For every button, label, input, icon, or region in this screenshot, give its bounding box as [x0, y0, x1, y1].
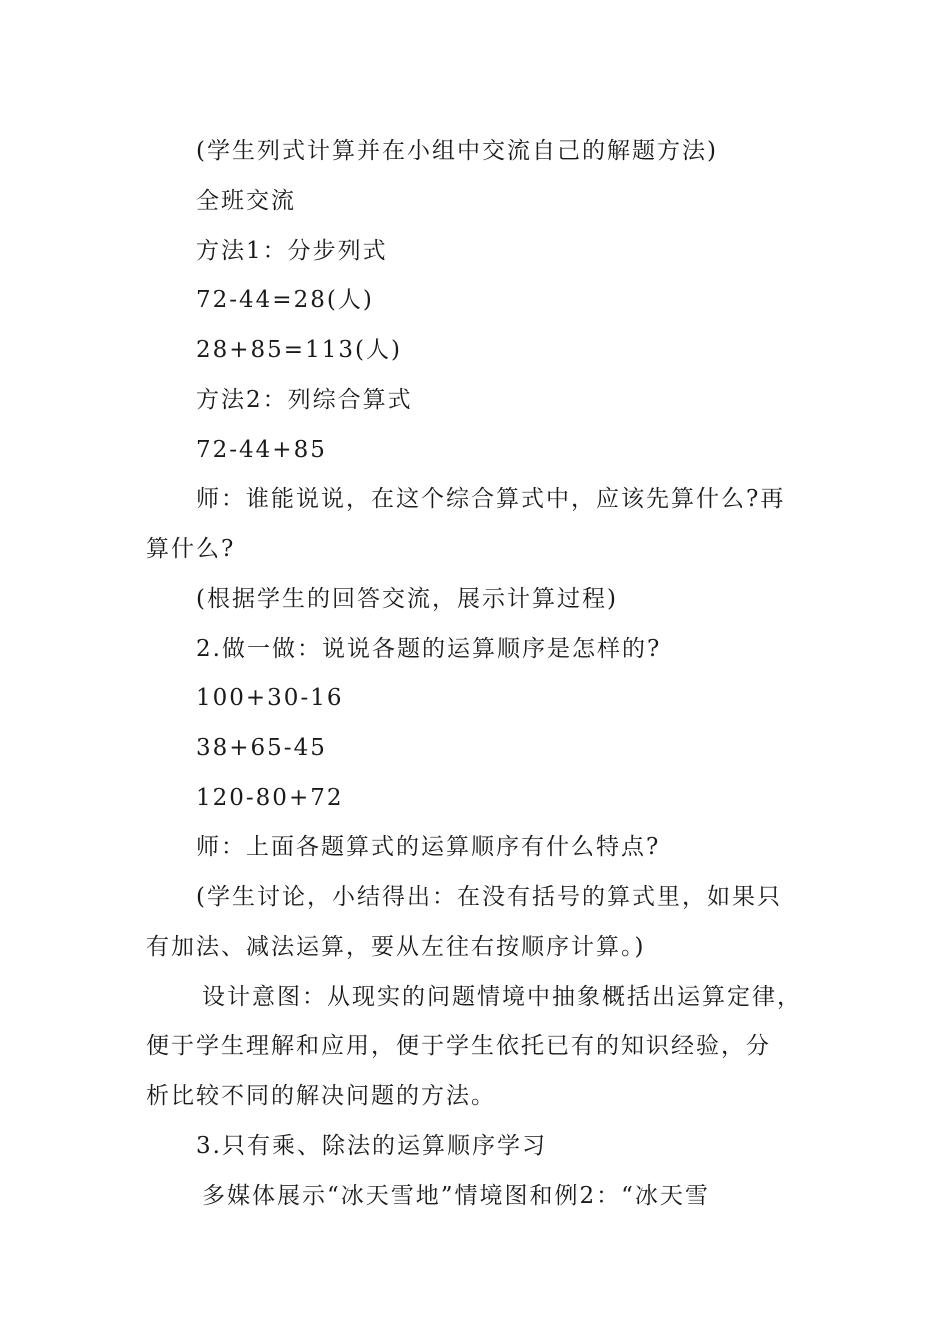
text-line: (学生讨论，小结得出：在没有括号的算式里，如果只 — [196, 884, 782, 910]
text-line: 方法2：列综合算式 — [196, 387, 413, 413]
text-line: 2.做一做：说说各题的运算顺序是怎样的? — [196, 636, 662, 662]
text-line: 设计意图：从现实的问题情境中抽象概括出运算定律， — [202, 984, 802, 1010]
text-line: 100+30-16 — [196, 685, 344, 711]
text-line: (根据学生的回答交流，展示计算过程) — [196, 586, 618, 612]
text-line: 便于学生理解和应用，便于学生依托已有的知识经验，分 — [146, 1033, 771, 1059]
text-line: 120-80+72 — [196, 785, 344, 811]
text-line: 3.只有乘、除法的运算顺序学习 — [196, 1133, 547, 1159]
text-line: 72-44+85 — [196, 437, 327, 463]
text-line: (学生列式计算并在小组中交流自己的解题方法) — [196, 138, 718, 164]
text-line: 师：上面各题算式的运算顺序有什么特点? — [196, 834, 661, 860]
text-line: 师：谁能说说，在这个综合算式中，应该先算什么?再 — [196, 486, 786, 512]
text-line: 38+65-45 — [196, 735, 327, 761]
text-line: 多媒体展示“冰天雪地”情境图和例2：“冰天雪 — [202, 1183, 710, 1209]
text-line: 全班交流 — [196, 188, 296, 214]
text-line: 析比较不同的解决问题的方法。 — [146, 1083, 496, 1109]
text-line: 有加法、减法运算，要从左往右按顺序计算。) — [146, 934, 646, 960]
text-line: 方法1：分步列式 — [196, 238, 388, 264]
text-line: 72-44=28(人) — [196, 287, 374, 313]
text-line: 算什么? — [146, 536, 236, 562]
text-line: 28+85=113(人) — [196, 337, 402, 363]
